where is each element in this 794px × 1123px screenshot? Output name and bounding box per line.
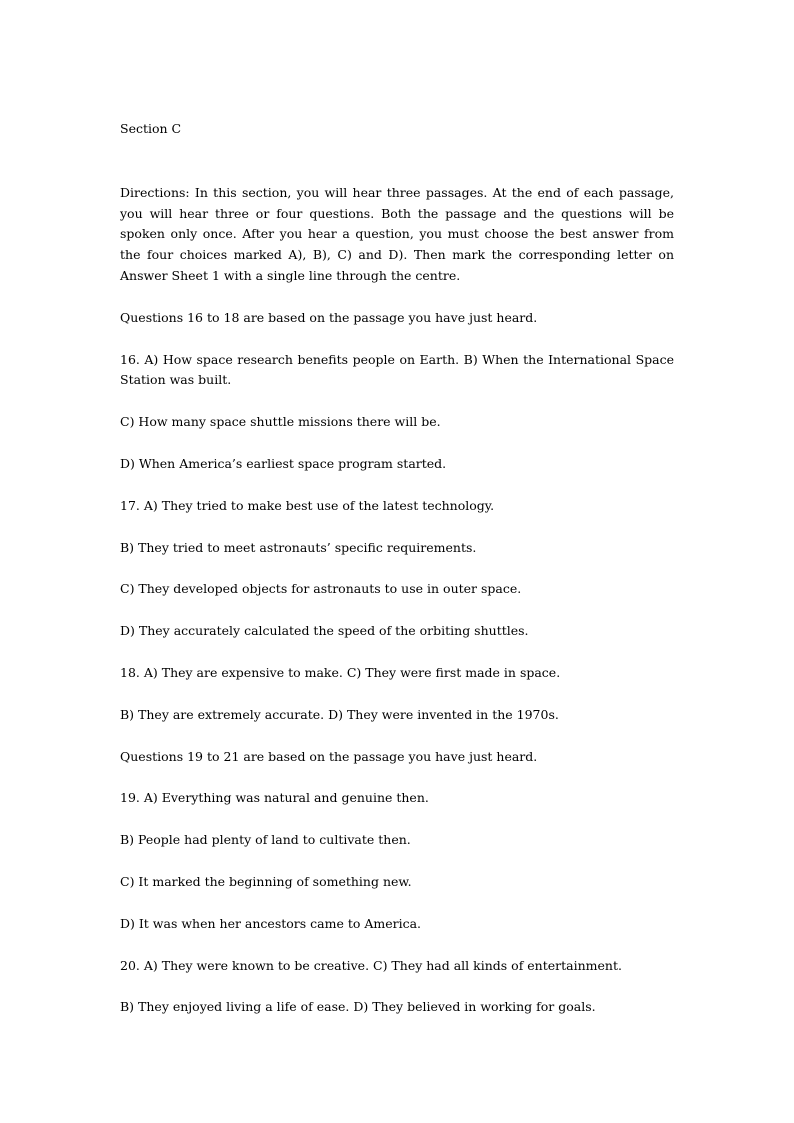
- directions-paragraph: Directions: In this section, you will hear three passages. At the end of each passage, you will hear three or four questions. Both the passage and the questions will be spoken only once. After you hear a question, you must choose the best answer from the four choices marked A), B), C) and D). Then mark the corresponding letter on Answer Sheet 1 with a single line through the centre.: [120, 184, 674, 283]
- question-16-option-c: C) How many space shuttle missions there will be.: [120, 414, 441, 430]
- question-19-option-c: C) It marked the beginning of something new.: [120, 873, 412, 889]
- question-17-option-d: D) They accurately calculated the speed of the orbiting shuttles.: [120, 623, 529, 639]
- section-title: Section C: [120, 121, 182, 136]
- question-group-header-19-21: Questions 19 to 21 are based on the passage you have just heard.: [120, 748, 538, 764]
- question-group-header-16-18: Questions 16 to 18 are based on the passage you have just heard.: [120, 309, 538, 325]
- exam-page: [120, 119, 674, 1039]
- question-16-options-a-b: 16. A) How space research benefits people on Earth. B) When the International Space Station was built.: [120, 351, 674, 388]
- question-19-option-a: 19. A) Everything was natural and genuine then.: [120, 790, 429, 806]
- question-19-option-b: B) People had plenty of land to cultivate then.: [120, 832, 411, 848]
- question-18-options-b-d: B) They are extremely accurate. D) They were invented in the 1970s.: [120, 706, 559, 722]
- question-17-option-a: 17. A) They tried to make best use of the latest technology.: [120, 497, 495, 513]
- question-16-option-d: D) When America’s earliest space program started.: [120, 455, 447, 471]
- question-19-option-d: D) It was when her ancestors came to America.: [120, 915, 422, 931]
- question-18-options-a-c: 18. A) They are expensive to make. C) They were first made in space.: [120, 664, 561, 680]
- question-17-option-c: C) They developed objects for astronauts to use in outer space.: [120, 581, 522, 597]
- question-17-option-b: B) They tried to meet astronauts’ specific requirements.: [120, 539, 477, 555]
- question-20-options-a-c: 20. A) They were known to be creative. C) They had all kinds of entertainment.: [120, 957, 622, 973]
- question-20-options-b-d: B) They enjoyed living a life of ease. D) They believed in working for goals.: [120, 999, 596, 1015]
